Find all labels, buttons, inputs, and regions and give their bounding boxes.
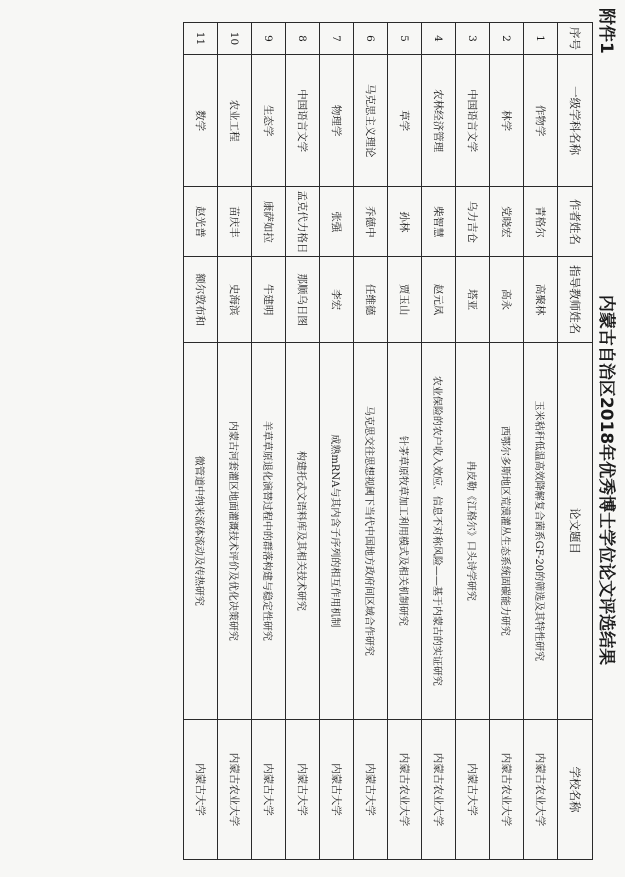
cell-thesis: 农业保险的农户收入效应、信息不对称风险——基于内蒙古的实证研究 xyxy=(422,342,456,719)
cell-advisor: 史海滨 xyxy=(218,257,252,343)
cell-discipline: 中国语言文学 xyxy=(456,54,490,186)
cell-thesis: 马克思交往思想视阈下当代中国地方政府间区域合作研究 xyxy=(354,342,388,719)
cell-discipline: 生态学 xyxy=(252,54,286,186)
table-row xyxy=(422,23,456,860)
table-row xyxy=(524,23,558,860)
cell-thesis: 微管道中纳米流体流动及传热研究 xyxy=(184,342,218,719)
header-advisor: 指导教师姓名 xyxy=(558,257,593,343)
cell-author: 赵光普 xyxy=(184,187,218,257)
cell-school: 内蒙古大学 xyxy=(354,719,388,859)
header-school: 学校名称 xyxy=(558,719,593,859)
table-row xyxy=(354,23,388,860)
table-row xyxy=(252,23,286,860)
table-row xyxy=(490,23,524,860)
cell-advisor: 高聚林 xyxy=(524,257,558,343)
cell-author: 孟克代力格日 xyxy=(286,187,320,257)
cell-author: 青格尔 xyxy=(524,187,558,257)
cell-discipline: 作物学 xyxy=(524,54,558,186)
cell-school: 内蒙古农业大学 xyxy=(422,719,456,859)
cell-author: 张强 xyxy=(320,187,354,257)
page-title: 内蒙古自治区2018年优秀博士学位论文评选结果 xyxy=(596,294,616,666)
cell-discipline: 物理学 xyxy=(320,54,354,186)
cell-school: 内蒙古农业大学 xyxy=(524,719,558,859)
cell-thesis: 玉米秸秆低温高效降解复合菌系GF-20的筛选及其特性研究 xyxy=(524,342,558,719)
header-thesis: 论文题目 xyxy=(558,342,593,719)
cell-discipline: 农业工程 xyxy=(218,54,252,186)
cell-school: 内蒙古农业大学 xyxy=(218,719,252,859)
cell-school: 内蒙古大学 xyxy=(184,719,218,859)
cell-advisor: 贾玉山 xyxy=(388,257,422,343)
cell-author: 苗庆丰 xyxy=(218,187,252,257)
attachment-label: 附件1 xyxy=(596,8,616,54)
cell-no: 1 xyxy=(524,23,558,55)
cell-discipline: 马克思主义理论 xyxy=(354,54,388,186)
table-row xyxy=(218,23,252,860)
cell-advisor: 李宏 xyxy=(320,257,354,343)
cell-author: 柴智慧 xyxy=(422,187,456,257)
cell-school: 内蒙古农业大学 xyxy=(490,719,524,859)
cell-author: 康萨如拉 xyxy=(252,187,286,257)
cell-no: 6 xyxy=(354,23,388,55)
cell-no: 5 xyxy=(388,23,422,55)
table-body xyxy=(184,23,558,860)
cell-author: 孙林 xyxy=(388,187,422,257)
cell-advisor: 任维德 xyxy=(354,257,388,343)
cell-author: 乌力吉仓 xyxy=(456,187,490,257)
cell-discipline: 草学 xyxy=(388,54,422,186)
table-row xyxy=(286,23,320,860)
table-row xyxy=(184,23,218,860)
cell-no: 2 xyxy=(490,23,524,55)
cell-discipline: 农林经济管理 xyxy=(422,54,456,186)
cell-no: 11 xyxy=(184,23,218,55)
cell-advisor: 塔亚 xyxy=(456,257,490,343)
cell-discipline: 数学 xyxy=(184,54,218,186)
cell-thesis: 针茅草原牧草加工利用模式及相关机制研究 xyxy=(388,342,422,719)
table-row xyxy=(320,23,354,860)
cell-discipline: 林学 xyxy=(490,54,524,186)
cell-advisor: 额尔敦布和 xyxy=(184,257,218,343)
header-discipline: 一级学科名称 xyxy=(558,54,593,186)
table-header-row xyxy=(558,23,593,860)
cell-advisor: 高永 xyxy=(490,257,524,343)
cell-author: 乔德中 xyxy=(354,187,388,257)
header-no: 序号 xyxy=(558,23,593,55)
cell-discipline: 中国语言文学 xyxy=(286,54,320,186)
cell-advisor: 赵元凤 xyxy=(422,257,456,343)
cell-thesis: 羊草草原退化演替过程中的群落构建与稳定性研究 xyxy=(252,342,286,719)
cell-thesis: 西鄂尔多斯地区荒漠灌丛生态系统固碳能力研究 xyxy=(490,342,524,719)
cell-thesis: 冉皮勒《江格尔》口头诗学研究 xyxy=(456,342,490,719)
table-row xyxy=(456,23,490,860)
cell-author: 党晓宏 xyxy=(490,187,524,257)
table-row xyxy=(388,23,422,860)
results-table xyxy=(183,22,593,860)
cell-no: 7 xyxy=(320,23,354,55)
cell-school: 内蒙古大学 xyxy=(320,719,354,859)
cell-thesis: 内蒙古河套灌区地面灌溉技术评价及优化决策研究 xyxy=(218,342,252,719)
cell-school: 内蒙古大学 xyxy=(456,719,490,859)
header-author: 作者姓名 xyxy=(558,187,593,257)
cell-advisor: 牛建明 xyxy=(252,257,286,343)
cell-thesis: 成熟mRNA与其内含子序列的相互作用机制 xyxy=(320,342,354,719)
cell-school: 内蒙古大学 xyxy=(252,719,286,859)
cell-no: 8 xyxy=(286,23,320,55)
cell-no: 3 xyxy=(456,23,490,55)
cell-school: 内蒙古大学 xyxy=(286,719,320,859)
cell-school: 内蒙古农业大学 xyxy=(388,719,422,859)
cell-no: 4 xyxy=(422,23,456,55)
cell-no: 9 xyxy=(252,23,286,55)
cell-advisor: 那顺乌日图 xyxy=(286,257,320,343)
cell-thesis: 构建托忒文语料库及其相关技术研究 xyxy=(286,342,320,719)
cell-no: 10 xyxy=(218,23,252,55)
